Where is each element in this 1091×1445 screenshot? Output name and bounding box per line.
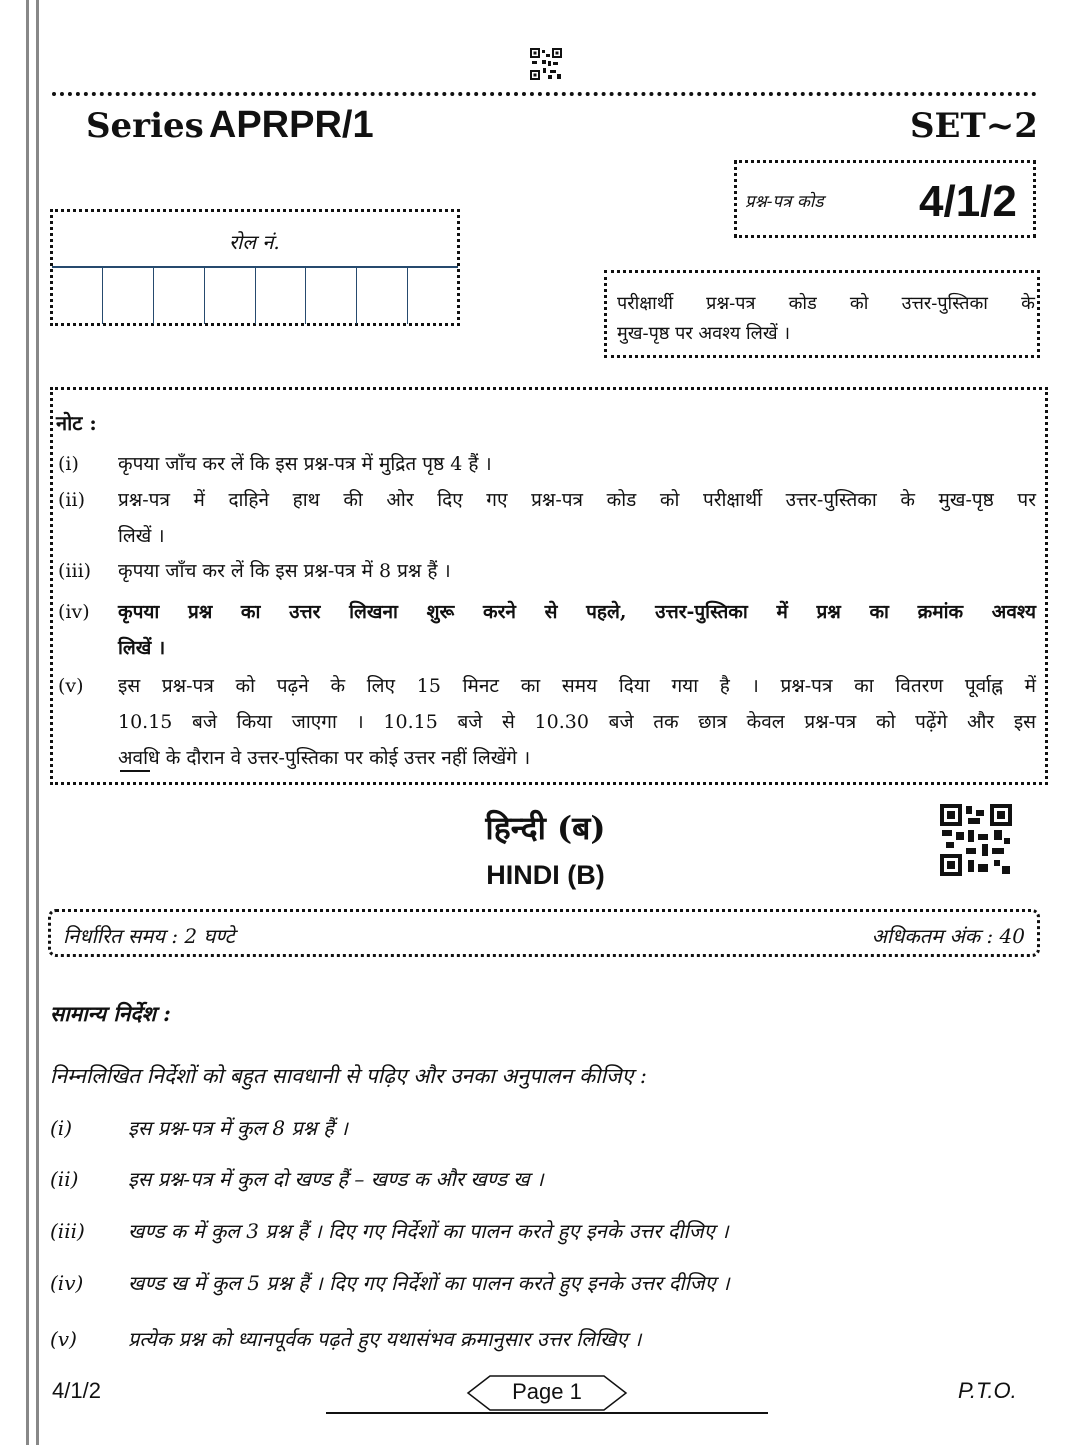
time-allowed: निर्धारित समय : 2 घण्टे [63, 924, 235, 948]
paper-code-box [734, 160, 1036, 238]
note-item [56, 594, 1036, 666]
instruction-number: (v) [50, 1327, 77, 1351]
series-code: APRPR/1 [208, 104, 374, 146]
footer-rule [326, 1412, 768, 1414]
note-item-line: लिखें । [118, 637, 166, 659]
roll-number-cell[interactable] [52, 268, 103, 324]
general-instructions-intro: निम्नलिखित निर्देशों को बहुत सावधानी से पढ़िए और उनका अनुपालन कीजिए : [50, 1064, 647, 1088]
instruction-number: (iv) [50, 1271, 84, 1295]
general-instructions-heading: सामान्य निर्देश : [50, 1001, 171, 1026]
note-item-number: (v) [58, 675, 84, 697]
paper-code-value: 4/1/2 [919, 177, 1017, 226]
note-item-line: कृपया जाँच कर लें कि इस प्रश्न-पत्र में मुद्रित पृष्ठ 4 हैं । [118, 453, 492, 475]
instruction-text: प्रत्येक प्रश्न को ध्यानपूर्वक पढ़ते हुए यथासंभव क्रमानुसार उत्तर लिखिए । [128, 1327, 642, 1351]
instruction-item [50, 1324, 641, 1354]
margin-line [36, 0, 39, 1445]
roll-number-cell[interactable] [205, 268, 256, 324]
note-item-number: (iv) [58, 601, 90, 623]
roll-number-cell[interactable] [306, 268, 357, 324]
note-item-number: (iii) [58, 560, 92, 582]
roll-number-cell[interactable] [103, 268, 154, 324]
roll-label: रोल नं. [229, 230, 280, 254]
code-instruction-line: परीक्षार्थी प्रश्न-पत्र कोड को उत्तर-पुस्तिका के [617, 293, 1035, 314]
top-separator [52, 92, 1037, 96]
note-item-line: लिखें । [118, 525, 165, 547]
note-item-line: कृपया प्रश्न का उत्तर लिखना शुरू करने से पहले, उत्तर-पुस्तिका में प्रश्न का क्रमांक अवश्य [118, 601, 1036, 623]
note-item-line: इस प्रश्न-पत्र को पढ़ने के लिए 15 मिनट का समय दिया गया है । प्रश्न-पत्र का वितरण पूर्वाह्न में [118, 675, 1036, 697]
series-word: Series [86, 106, 204, 146]
time-marks-box [48, 909, 1040, 957]
roll-number-grid [52, 266, 458, 324]
subject-english-title: HINDI (B) [486, 860, 605, 890]
instruction-item [50, 1216, 729, 1246]
note-item-number: (ii) [58, 489, 85, 511]
note-item [56, 446, 1036, 482]
code-instruction-text [617, 289, 1035, 349]
roll-number-cell[interactable] [408, 268, 458, 324]
pto-label: P.T.O. [958, 1378, 1017, 1403]
instruction-item [50, 1268, 730, 1298]
note-item [56, 668, 1036, 776]
note-title: नोट : [56, 411, 97, 435]
page-number: Page 1 [512, 1379, 582, 1404]
instruction-number: (iii) [50, 1219, 85, 1243]
footer-paper-code: 4/1/2 [52, 1378, 101, 1403]
qr-code-icon [940, 804, 1012, 876]
roll-number-cell[interactable] [154, 268, 205, 324]
set-label: SET~2 [910, 106, 1038, 146]
note-item-line: 10.15 बजे किया जाएगा । 10.15 बजे से 10.30 बजे तक छात्र केवल प्रश्न-पत्र को पढ़ेंगे और इस [118, 711, 1036, 733]
instruction-item [50, 1164, 544, 1194]
note-item-line: प्रश्न-पत्र में दाहिने हाथ की ओर दिए गए प्रश्न-पत्र कोड को परीक्षार्थी उत्तर-पुस्तिका के मुख-पृष्ठ पर [118, 489, 1036, 511]
instruction-text: खण्ड क में कुल 3 प्रश्न हैं । दिए गए निर्देशों का पालन करते हुए इनके उत्तर दीजिए । [128, 1219, 729, 1243]
qr-code-icon [530, 48, 562, 80]
code-instruction-line: मुख-पृष्ठ पर अवश्य लिखें । [617, 323, 791, 344]
note-item [56, 482, 1036, 554]
subject-hindi-title: हिन्दी (ब) [485, 809, 606, 847]
instruction-number: (ii) [50, 1167, 79, 1191]
instruction-text: इस प्रश्न-पत्र में कुल दो खण्ड हैं – खण्ड क और खण्ड ख । [128, 1167, 544, 1191]
note-item-number: (i) [58, 453, 79, 475]
roll-number-cell[interactable] [357, 268, 408, 324]
note-item-line: कृपया जाँच कर लें कि इस प्रश्न-पत्र में 8 प्रश्न हैं । [118, 560, 451, 582]
roll-number-cell[interactable] [256, 268, 307, 324]
note-item-line: अवधि के दौरान वे उत्तर-पुस्तिका पर कोई उत्तर नहीं लिखेंगे । [118, 747, 531, 769]
short-rule [120, 770, 150, 772]
instruction-item [50, 1113, 348, 1143]
instruction-number: (i) [50, 1116, 73, 1140]
paper-code-label: प्रश्न-पत्र कोड [745, 192, 824, 212]
maximum-marks: अधिकतम अंक : 40 [871, 924, 1025, 948]
instruction-text: इस प्रश्न-पत्र में कुल 8 प्रश्न हैं । [128, 1116, 348, 1140]
instruction-text: खण्ड ख में कुल 5 प्रश्न हैं । दिए गए निर्देशों का पालन करते हुए इनके उत्तर दीजिए । [128, 1271, 730, 1295]
series-heading [86, 104, 374, 147]
margin-line [26, 0, 29, 1445]
note-item [56, 553, 1036, 589]
code-instruction-box [604, 270, 1040, 358]
